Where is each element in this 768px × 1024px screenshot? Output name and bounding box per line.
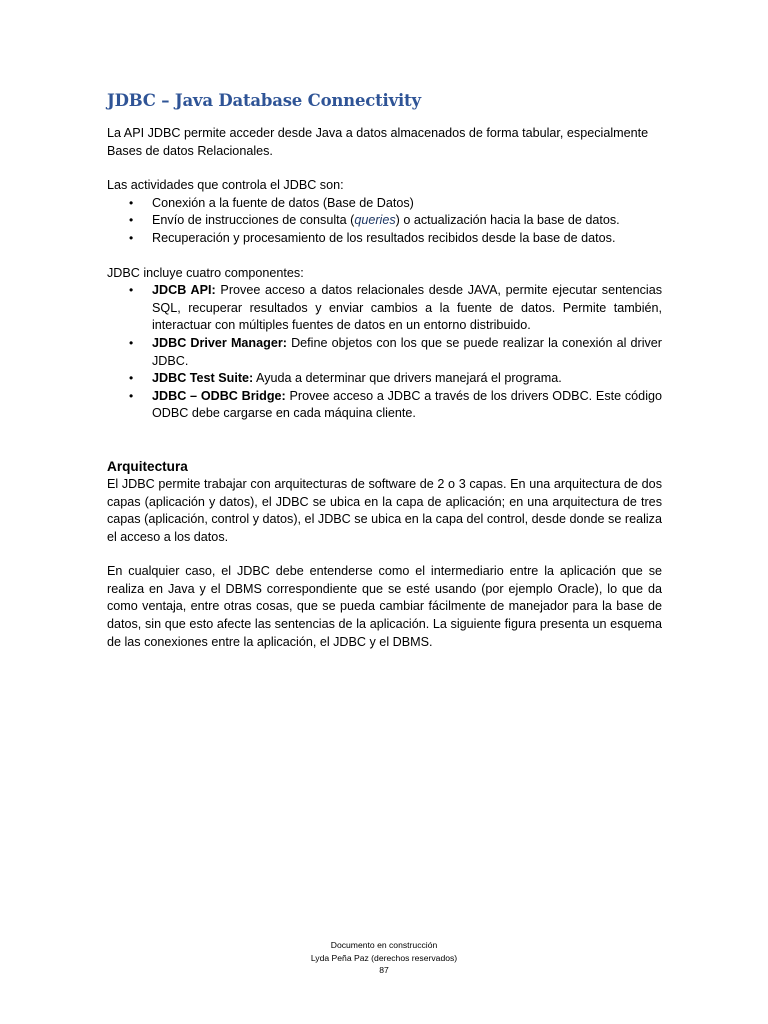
list-item xyxy=(107,370,662,388)
list-item-text: Conexión a la fuente de datos (Base de Datos) xyxy=(152,195,414,210)
component-name: JDBC Driver Manager: xyxy=(152,335,287,350)
page-title: JDBC – Java Database Connectivity xyxy=(107,91,421,110)
footer-status: Documento en construcción xyxy=(330,940,438,950)
bullet-icon: • xyxy=(129,213,134,228)
components-lead: JDBC incluye cuatro componentes: xyxy=(107,265,304,280)
list-item xyxy=(107,212,662,230)
component-name: JDBC Test Suite: xyxy=(152,371,254,386)
bullet-icon: • xyxy=(129,230,134,245)
component-name: JDBC – ODBC Bridge: xyxy=(152,388,286,403)
list-item-text: Recuperación y procesamiento de los resultados recibidos desde la base de datos. xyxy=(152,230,616,245)
intro-paragraph: La API JDBC permite acceder desde Java a datos almacenados de forma tabular, especialmente Bases de datos Relacionales. xyxy=(107,126,649,158)
page-footer xyxy=(0,939,768,977)
bullet-icon: • xyxy=(129,335,134,350)
spacer xyxy=(107,248,662,265)
queries-term: queries xyxy=(354,213,396,228)
components-list xyxy=(107,282,662,423)
spacer xyxy=(107,423,662,458)
footer-author: Lyda Peña Paz (derechos reservados) xyxy=(310,952,458,963)
architecture-paragraph-1: El JDBC permite trabajar con arquitecturas de software de 2 o 3 capas. En una arquitectura de dos capas (aplicación y datos), el JDBC se ubica en la capa de aplicación; en una arquitectura de tres capas (aplicación, control y datos), el JDBC se ubica en la capa del control, desde donde se realiza el acceso a los datos. xyxy=(107,476,662,544)
list-item xyxy=(107,388,662,423)
spacer xyxy=(107,546,662,563)
list-item-text-pre: Envío de instrucciones de consulta ( xyxy=(152,213,355,228)
page-number: 87 xyxy=(379,965,389,975)
list-item xyxy=(107,230,662,248)
spacer xyxy=(107,160,662,177)
list-item-text-post: ) o actualización hacia la base de datos. xyxy=(395,213,620,228)
page-content xyxy=(107,90,662,651)
architecture-paragraph-2: En cualquier caso, el JDBC debe entenderse como el intermediario entre la aplicación que se realiza en Java y el DBMS correspondiente que se esté usando (por ejemplo Oracle), lo que da como ventaja, entre otras cosas, que se pueda cambiar fácilmente de manejador para la base de datos, sin que esto afecte las sentencias de la aplicación. La siguiente figura presenta un esquema de las conexiones entre la aplicación, el JDBC y el DBMS. xyxy=(107,564,662,649)
activities-lead: Las actividades que controla el JDBC son: xyxy=(107,178,344,193)
component-description: Ayuda a determinar que drivers manejará el programa. xyxy=(253,371,562,386)
component-description: Provee acceso a JDBC a través de los drivers ODBC. Este código ODBC debe cargarse en cada máquina cliente. xyxy=(152,388,662,421)
bullet-icon: • xyxy=(129,195,134,210)
bullet-icon: • xyxy=(129,371,134,386)
component-name: JDCB API: xyxy=(152,283,216,298)
bullet-icon: • xyxy=(129,388,134,403)
component-description: Define objetos con los que se puede realizar la conexión al driver JDBC. xyxy=(152,335,662,368)
list-item xyxy=(107,335,662,370)
component-description: Provee acceso a datos relacionales desde JAVA, permite ejecutar sentencias SQL, recuperar resultados y enviar cambios a la fuente de datos. Permite también, interactuar con múltiples fuentes de datos en un entorno distribuido. xyxy=(152,283,662,333)
section-heading-architecture: Arquitectura xyxy=(107,458,188,474)
list-item xyxy=(107,282,662,335)
list-item xyxy=(107,195,662,213)
activities-list xyxy=(107,195,662,248)
bullet-icon: • xyxy=(129,283,134,298)
